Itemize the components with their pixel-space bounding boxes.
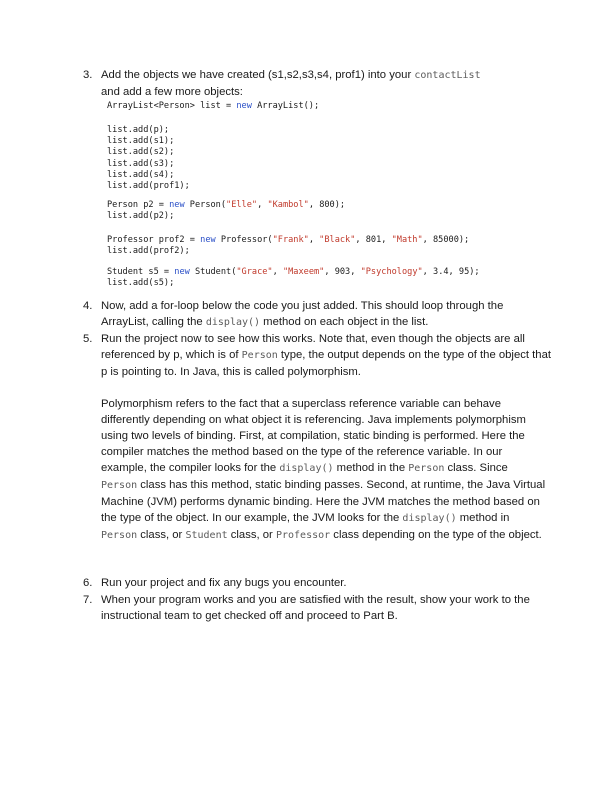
item-number: 7. [83, 594, 93, 606]
code-text: Student( [189, 267, 237, 277]
text: class, or [227, 529, 276, 541]
code-block-prof2 [107, 235, 469, 257]
code-text: ArrayList(); [251, 101, 320, 111]
text: Polymorphism refers to the fact that a superclass reference variable can behave differently depending on what object it is referencing. Java implements polymorphism using two levels of binding. First, at compilation, static binding is performed. Here the compiler matches the method based on the type of the reference variable. In our example, the compiler looks for the [101, 398, 526, 474]
inline-code: Person [241, 350, 278, 361]
item-text [101, 67, 553, 100]
code-text: , 800); [308, 200, 346, 210]
code-string: "Math" [391, 235, 423, 245]
code-string: "Grace" [236, 267, 273, 277]
item-number: 5. [83, 333, 93, 345]
code-text: Professor prof2 = [107, 235, 201, 245]
text: class depending on the type of the object. [330, 529, 542, 541]
code-text: , 903, [324, 267, 361, 277]
item-text: Run your project and fix any bugs you encounter. [101, 577, 347, 589]
code-string: "Black" [319, 235, 356, 245]
code-text: , 3.4, 95); [422, 267, 480, 277]
code-text: , [272, 267, 283, 277]
code-line: list.add(prof2); [107, 246, 190, 257]
code-string: "Frank" [272, 235, 309, 245]
code-block-s5 [107, 267, 480, 289]
list-item-6 [83, 575, 553, 591]
code-text: , [308, 235, 320, 245]
text: class, or [137, 529, 186, 541]
inline-code: Person [101, 530, 138, 541]
item-number: 6. [83, 577, 93, 589]
code-string: "Kambol" [267, 200, 309, 210]
inline-code: display() [402, 513, 457, 524]
code-text: ArrayList<Person> list = [107, 101, 237, 111]
inline-code: Person [408, 463, 445, 474]
inline-code: contactList [414, 70, 481, 81]
inline-code: Student [185, 530, 228, 541]
code-block-adds [107, 125, 190, 192]
list-item-5 [83, 331, 553, 380]
code-block-p2 [107, 200, 345, 222]
code-line: list.add(p2); [107, 211, 175, 222]
code-line: list.add(p); [107, 125, 170, 135]
inline-code: Person [101, 480, 138, 491]
code-text: , 801, [355, 235, 392, 245]
code-string: "Elle" [226, 200, 258, 210]
item-number: 4. [83, 300, 93, 312]
code-keyword: new [236, 101, 252, 111]
text: Now, add a for-loop below the code you just added. This should loop through the ArrayList, calling the [101, 300, 504, 328]
text: method in the [333, 462, 409, 474]
code-string: "Maxeem" [282, 267, 325, 277]
list-item-3 [83, 67, 553, 100]
item-text [101, 331, 553, 380]
text: Add the objects we have created (s1,s2,s3,s4, prof1) into your [101, 69, 415, 81]
inline-code: Professor [275, 530, 331, 541]
code-string: "Psychology" [360, 267, 423, 277]
code-text: Student s5 = [107, 267, 175, 277]
code-keyword: new [174, 267, 190, 277]
code-text: Person p2 = [107, 200, 170, 210]
code-line-decl [107, 101, 319, 112]
list-item-4 [83, 298, 553, 331]
text: class has this method, static binding passes. Second, at runtime, the Java Virtual Machine (JVM) performs dynamic binding. Here the JVM matches the method based on the type of the object. In our example, the JVM looks for the [101, 479, 546, 524]
item-text [101, 298, 553, 331]
code-text: , 85000); [422, 235, 470, 245]
inline-code: display() [205, 317, 261, 328]
text: method in [456, 512, 510, 524]
text: class. Since [444, 462, 508, 474]
text: and add a few more objects: [101, 86, 243, 98]
code-keyword: new [200, 235, 216, 245]
code-line: list.add(s2); [107, 147, 175, 158]
code-text: Person( [184, 200, 227, 210]
inline-code: display() [279, 463, 334, 474]
code-line: list.add(s5); [107, 278, 175, 289]
item-text: When your program works and you are satisfied with the result, show your work to the instructional team to get checked off and proceed to Part B. [101, 594, 530, 622]
polymorphism-paragraph [101, 396, 547, 544]
text: type, the output depends on the type of the object that p is pointing to. In Java, this is called polymorphism. [101, 349, 551, 378]
code-line: list.add(s3); [107, 158, 175, 169]
list-item-7 [83, 592, 553, 624]
item-number: 3. [83, 69, 93, 81]
code-text: Professor( [215, 235, 273, 245]
code-text: , [257, 200, 268, 210]
code-line: list.add(prof1); [107, 181, 190, 192]
code-line: list.add(s1); [107, 136, 175, 147]
text: method on each object in the list. [260, 316, 429, 328]
code-keyword: new [169, 200, 185, 210]
code-line: list.add(s4); [107, 169, 175, 180]
text: Run the project now to see how this works. Note that, even though the objects are all referenced by p, which is of [101, 333, 525, 361]
